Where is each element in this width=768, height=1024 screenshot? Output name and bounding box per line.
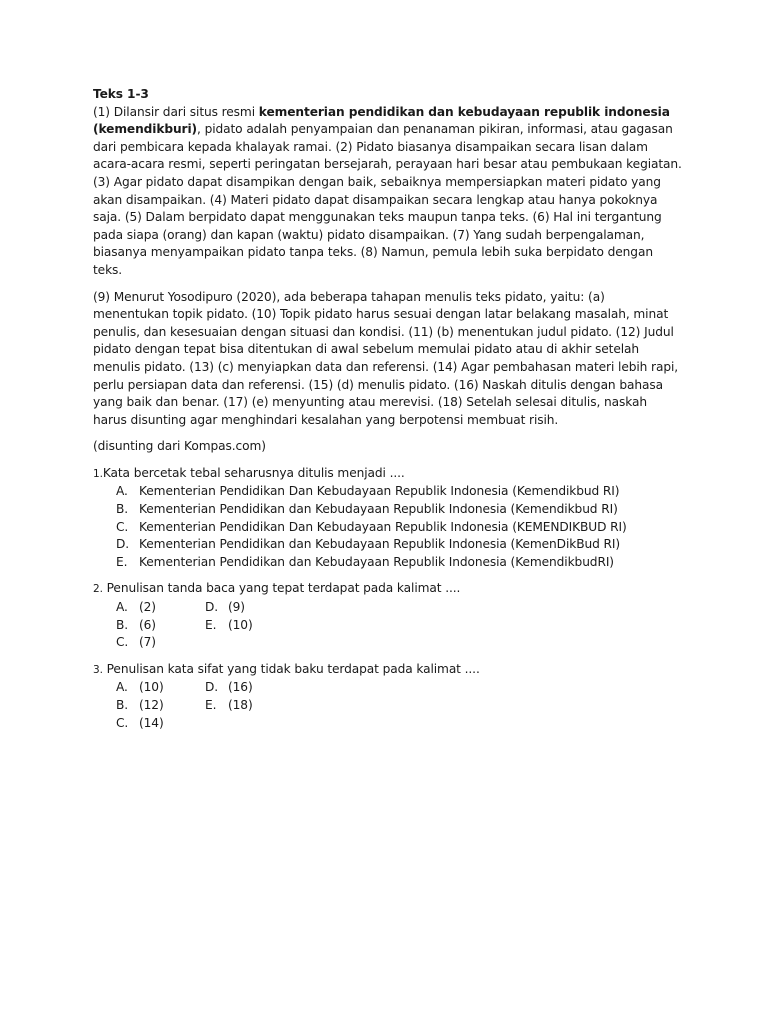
question-3-row-3 [93,715,683,733]
question-2-option-d [205,599,245,617]
option-letter: E. [116,554,128,569]
question-3-row-1 [93,679,683,697]
source-note: (disunting dari Kompas.com) [93,439,266,454]
question-1-stem [93,465,683,484]
option-text: Kementerian Pendidikan dan Kebudayaan Republik Indonesia (Kemendikbud RI) [139,502,618,517]
question-3-option-b [116,697,205,715]
option-text: (18) [228,698,253,712]
question-1-option-b [93,501,683,519]
question-2-row-1 [93,599,683,617]
option-letter: D. [205,600,219,615]
option-text: (10) [228,617,253,632]
option-text: (2) [139,600,156,615]
option-text: (14) [139,715,164,730]
question-1-text: Kata bercetak tebal seharusnya ditulis menjadi .... [102,465,405,480]
option-letter: C. [116,519,129,534]
question-3 [93,661,683,732]
question-3-number: 3. [93,663,103,676]
option-letter: B. [116,502,129,517]
question-3-option-a [116,679,205,697]
option-letter: D. [116,537,130,552]
question-1-option-c [93,519,683,537]
option-letter: B. [116,698,129,712]
option-text: Kementerian Pendidikan Dan Kebudayaan Republik Indonesia (KEMENDIKBUD RI) [139,519,627,534]
question-2-number: 2. [93,583,103,596]
option-letter: C. [116,635,129,650]
question-2-row-3 [93,634,683,652]
question-3-option-d [205,679,253,697]
paragraph-1 [93,104,683,280]
question-1-option-a [93,483,683,501]
question-3-option-c [116,715,205,733]
question-3-row-2 [93,697,683,715]
option-text: Kementerian Pendidikan Dan Kebudayaan Republik Indonesia (Kemendikbud RI) [139,484,620,499]
option-text: (6) [139,617,156,632]
question-1-option-e [93,554,683,572]
option-letter: E. [205,698,217,712]
option-letter: E. [205,617,217,632]
question-2 [93,580,683,651]
question-1-number: 1. [93,467,103,480]
question-2-option-a [116,599,205,617]
question-2-option-b [116,617,205,635]
question-2-option-c [116,634,205,652]
option-text: (7) [139,635,156,650]
document-title: Teks 1-3 [93,87,149,101]
option-letter: D. [205,680,219,695]
question-3-text: Penulisan kata sifat yang tidak baku terdapat pada kalimat .... [106,661,480,676]
question-1-option-d [93,536,683,554]
option-letter: C. [116,715,129,730]
paragraph-1-bold-term: kementerian pendidikan dan kebudayaan republik indonesia (kemendikburi) [93,104,670,137]
question-3-stem [93,661,683,680]
option-letter: A. [116,600,128,615]
question-2-row-2 [93,617,683,635]
option-letter: A. [116,484,128,499]
option-text: Kementerian Pendidikan dan Kebudayaan Republik Indonesia (KemendikbudRI) [139,554,614,569]
question-2-text: Penulisan tanda baca yang tepat terdapat pada kalimat .... [106,581,461,596]
paragraph-1-start: (1) Dilansir dari situs resmi [93,104,259,119]
question-3-option-e [205,697,253,715]
option-text: (9) [228,600,245,615]
option-text: Kementerian Pendidikan dan Kebudayaan Republik Indonesia (KemenDikBud RI) [139,537,621,552]
question-1-options [93,483,683,571]
option-text: (16) [228,680,253,695]
question-2-option-e [205,617,253,635]
option-letter: B. [116,617,129,632]
question-1 [93,465,683,572]
option-letter: A. [116,680,128,695]
paragraph-2: (9) Menurut Yosodipuro (2020), ada beberapa tahapan menulis teks pidato, yaitu: (a) menentukan topik pidato. (10) Topik pidato harus sesuai dengan latar belakang masalah, minat penulis, dan kesesuaian dengan situasi dan kondisi. (11) (b) menentukan judul pidato. (12) Judul pidato dengan tepat bisa ditentukan di awal sebelum memulai pidato atau di akhir setelah menulis pidato. (13) (c) menyiapkan data dan referensi. (14) Agar pembahasan materi lebih rapi, perlu persiapan data dan referensi. (15) (d) menulis pidato. (16) Naskah ditulis dengan bahasa yang baik dan benar. (17) (e) menyunting atau merevisi. (18) Setelah selesai ditulis, naskah harus disunting agar menghindari kesalahan yang berpotensi membuat risih. [93,289,679,427]
option-text: (10) [139,680,164,695]
document-page [93,86,683,741]
paragraph-1-rest: , pidato adalah penyampaian dan penanaman pikiran, informasi, atau gagasan dari pembicara kepada khalayak ramai. (2) Pidato biasanya disampaikan secara lisan dalam acara-acara resmi, seperti peringatan bersejarah, perayaan hari besar atau pembukaan kegiatan. (3) Agar pidato dapat disampikan dengan baik, sebaiknya mempersiapkan materi pidato yang akan disampaikan. (4) Materi pidato dapat disampaikan secara lengkap atau hanya pokoknya saja. (5) Dalam berpidato dapat menggunakan teks maupun tanpa teks. (6) Hal ini tergantung pada siapa (orang) dan kapan (waktu) pidato disampaikan. (7) Yang sudah berpengalaman, biasanya menyampaikan pidato tanpa teks. (8) Namun, pemula lebih suka berpidato dengan teks. [93,122,682,277]
option-text: (12) [139,698,164,712]
question-2-stem [93,580,683,599]
